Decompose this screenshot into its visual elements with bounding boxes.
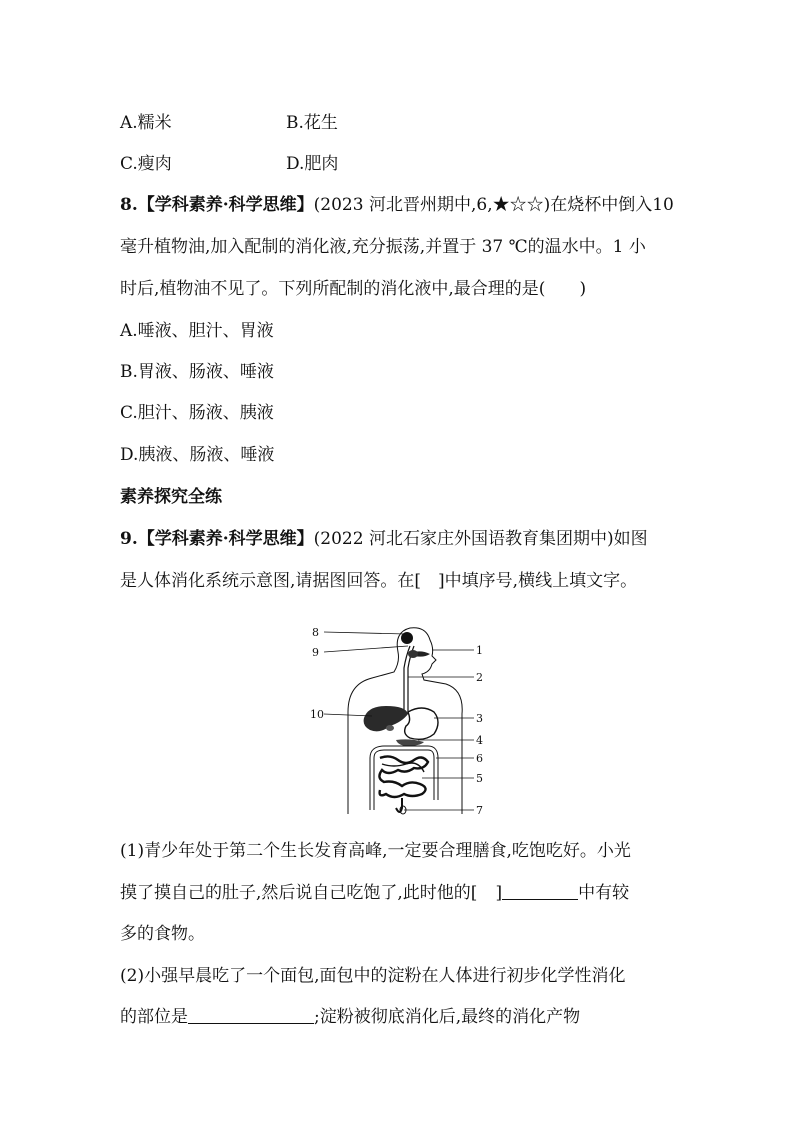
q7-option-d: D.肥肉 — [286, 154, 339, 174]
q9-sub1-line2 — [120, 878, 629, 903]
q9-sub1-text-c: 中有较 — [578, 883, 630, 903]
q9-sub2-answer-blank[interactable] — [188, 1007, 314, 1024]
figure-label-2: 2 — [476, 671, 483, 684]
figure-label-10: 10 — [310, 708, 324, 721]
q8-stem-line2: 毫升植物油,加入配制的消化液,充分振荡,并置于 37 ℃的温水中。1 小 — [120, 237, 646, 257]
q8-number: 8. — [120, 195, 138, 215]
figure-label-5: 5 — [476, 772, 483, 785]
q9-stem-line2: 是人体消化系统示意图,请据图回答。在[ ]中填序号,横线上填文字。 — [120, 571, 638, 591]
figure-label-9: 9 — [312, 646, 319, 659]
figure-label-3: 3 — [476, 712, 483, 725]
q9-sub2-text-b: ;淀粉被彻底消化后,最终的消化产物 — [314, 1007, 581, 1027]
q8-option-c: C.胆汁、肠液、胰液 — [120, 403, 274, 423]
q9-sub1-answer-blank[interactable] — [502, 883, 578, 900]
figure-label-7: 7 — [476, 804, 483, 817]
q9-sub2-line1: (2)小强早晨吃了一个面包,面包中的淀粉在人体进行初步化学性消化 — [120, 966, 626, 986]
q9-sub2-line2 — [120, 1002, 580, 1027]
q9-number: 9. — [120, 529, 138, 549]
digestive-system-figure — [310, 622, 500, 818]
q9-stem-line1 — [120, 524, 648, 549]
q8-stem-line1 — [120, 190, 674, 215]
q9-sub1-bracket-close: ] — [495, 883, 503, 903]
q8-option-d: D.胰液、肠液、唾液 — [120, 445, 275, 465]
liver-shape — [364, 706, 408, 731]
q8-stem-line3: 时后,植物油不见了。下列所配制的消化液中,最合理的是( ) — [120, 279, 587, 299]
figure-label-6: 6 — [476, 752, 483, 765]
section-title: 素养探究全练 — [120, 487, 222, 507]
small-intestine — [379, 756, 428, 797]
figure-label-1: 1 — [476, 644, 483, 657]
q8-tag: 【学科素养·科学思维】 — [137, 195, 314, 215]
q7-option-b: B.花生 — [286, 113, 338, 133]
figure-label-4: 4 — [476, 734, 483, 747]
q9-sub2-text-a: 的部位是 — [120, 1007, 188, 1027]
q8-option-a: A.唾液、胆汁、胃液 — [120, 321, 274, 341]
q9-sub1-text-a: 摸了摸自己的肚子,然后说自己吃饱了,此时他的[ — [120, 883, 478, 903]
q8-option-b: B.胃液、肠液、唾液 — [120, 362, 274, 382]
q8-source: (2023 河北晋州期中,6,★☆☆)在烧杯中倒入10 — [313, 195, 674, 215]
q9-tag: 【学科素养·科学思维】 — [137, 529, 314, 549]
q9-source: (2022 河北石家庄外国语教育集团期中)如图 — [313, 529, 648, 549]
stomach-shape — [405, 708, 438, 739]
q9-sub1-line1: (1)青少年处于第二个生长发育高峰,一定要合理膳食,吃饱吃好。小光 — [120, 841, 631, 861]
figure-label-8: 8 — [312, 626, 319, 639]
q7-option-c: C.瘦肉 — [120, 154, 172, 174]
q9-sub1-line3: 多的食物。 — [120, 924, 205, 944]
q7-option-a: A.糯米 — [120, 113, 172, 133]
